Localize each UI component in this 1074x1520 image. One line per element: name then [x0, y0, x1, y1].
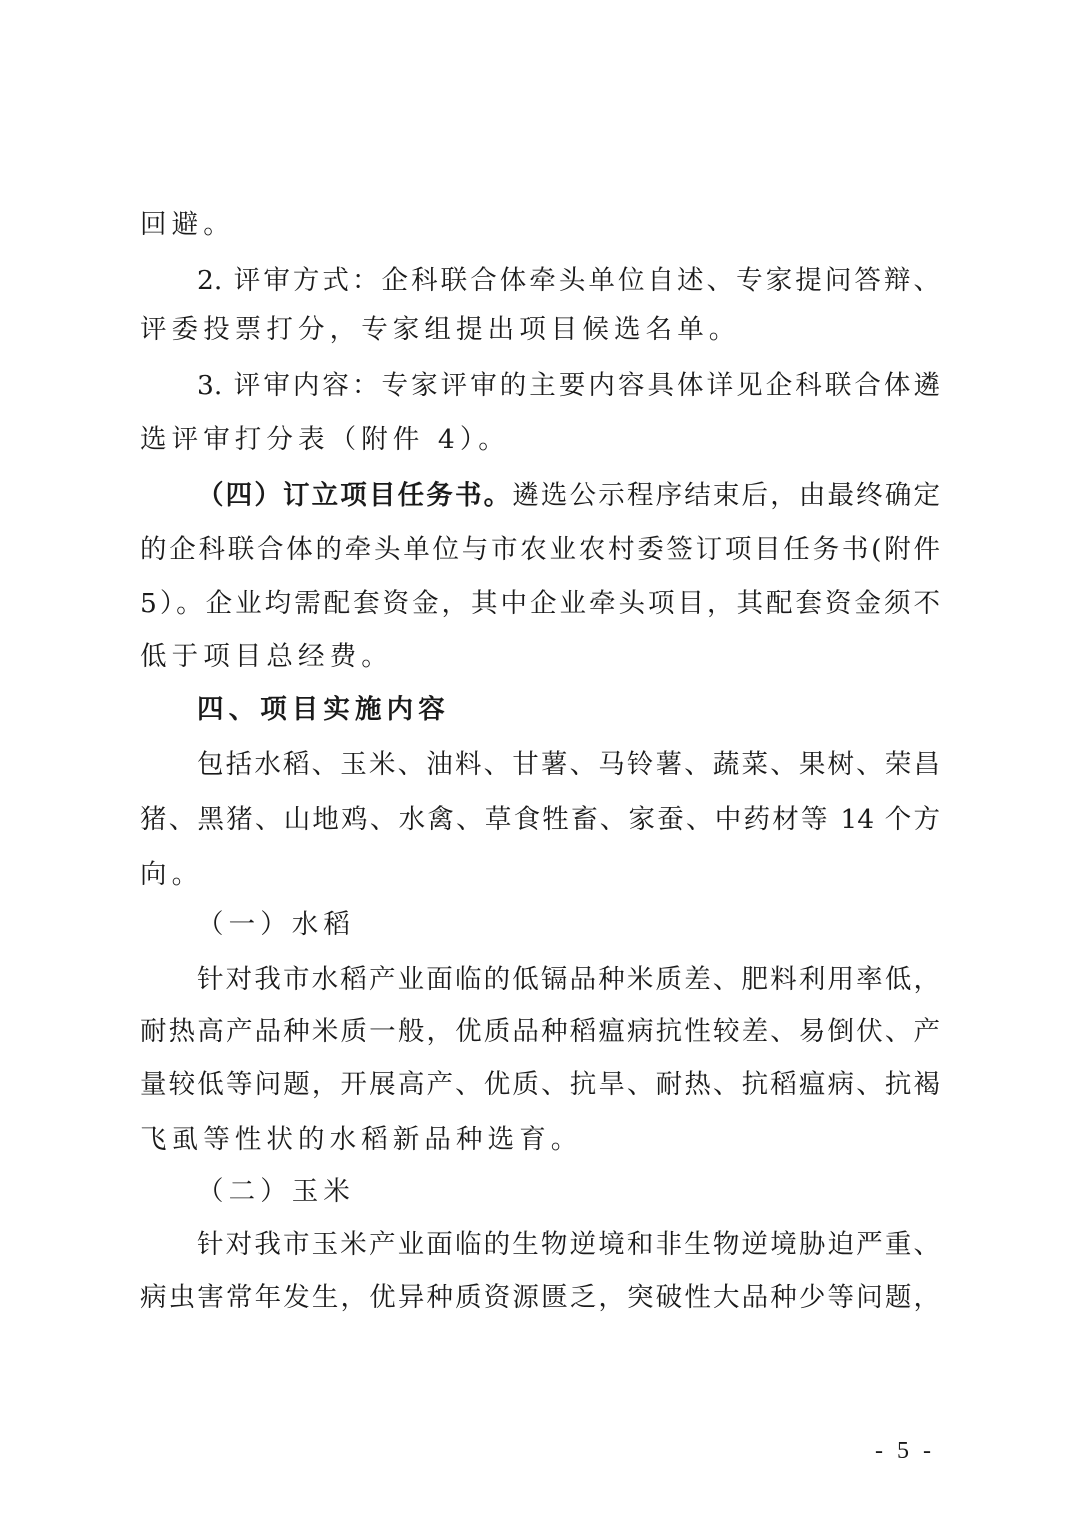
page-number: - 5 -	[875, 1438, 935, 1464]
text-line: 评委投票打分，专家组提出项目候选名单。	[140, 314, 741, 345]
paragraph-4-lead: （四）订立项目任务书。	[197, 480, 513, 511]
text-line: 5）。企业均需配套资金，其中企业牵头项目，其配套资金须不	[140, 588, 940, 619]
text-line: 猪、黑猪、山地鸡、水禽、草食牲畜、家蚕、中药材等 14 个方	[140, 804, 940, 835]
text-line: 包括水稻、玉米、油料、甘薯、马铃薯、蔬菜、果树、荣昌	[197, 749, 940, 780]
text-line: 低于项目总经费。	[140, 641, 393, 672]
text-line: 针对我市玉米产业面临的生物逆境和非生物逆境胁迫严重、	[197, 1229, 940, 1260]
text-line: 针对我市水稻产业面临的低镉品种米质差、肥料利用率低，	[197, 964, 940, 995]
text-line: 的企科联合体的牵头单位与市农业农村委签订项目任务书(附件	[140, 534, 940, 565]
subsection-heading: （二）玉米	[197, 1176, 355, 1207]
text-line: 向。	[140, 859, 204, 890]
subsection-heading: （一）水稻	[197, 909, 355, 940]
text-line: 选评审打分表（附件 4）。	[140, 424, 510, 455]
paragraph-4-rest: 遴选公示程序结束后，由最终确定	[512, 480, 941, 511]
section-heading: 四、项目实施内容	[197, 694, 450, 725]
text-line: 耐热高产品种米质一般，优质品种稻瘟病抗性较差、易倒伏、产	[140, 1016, 940, 1047]
text-line: 飞虱等性状的水稻新品种选育。	[140, 1124, 583, 1155]
paragraph-4-first-line	[197, 476, 940, 516]
text-line: 病虫害常年发生，优异种质资源匮乏，突破性大品种少等问题，	[140, 1282, 940, 1313]
text-line: 量较低等问题，开展高产、优质、抗旱、耐热、抗稻瘟病、抗褐	[140, 1069, 940, 1100]
text-line: 回避。	[140, 209, 235, 240]
text-line: 3. 评审内容：专家评审的主要内容具体详见企科联合体遴	[197, 370, 940, 401]
text-line: 2. 评审方式：企科联合体牵头单位自述、专家提问答辩、	[197, 265, 940, 296]
